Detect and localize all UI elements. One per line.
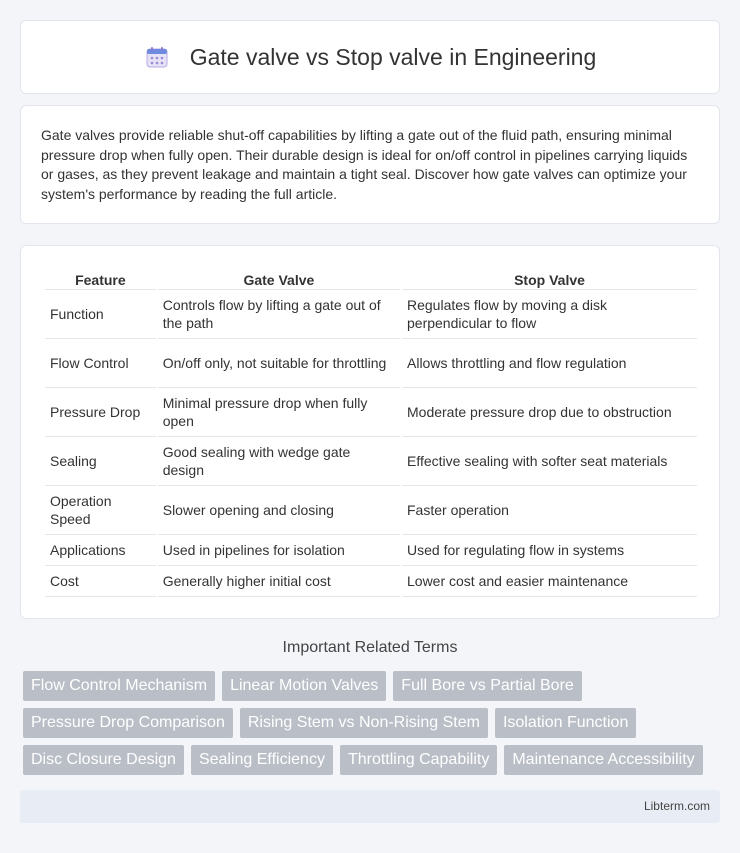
stop-valve-cell: Allows throttling and flow regulation xyxy=(402,339,697,388)
stop-valve-cell: Lower cost and easier maintenance xyxy=(402,566,697,597)
related-term-tag[interactable]: Full Bore vs Partial Bore xyxy=(393,671,582,701)
header-stop-valve: Stop Valve xyxy=(402,266,697,290)
gate-valve-cell: Generally higher initial cost xyxy=(158,566,400,597)
stop-valve-cell: Regulates flow by moving a disk perpendicular to flow xyxy=(402,290,697,339)
related-term-tag[interactable]: Flow Control Mechanism xyxy=(23,671,215,701)
table-row xyxy=(45,437,697,486)
feature-cell: Flow Control xyxy=(45,339,156,388)
tag-row xyxy=(23,671,723,701)
related-term-tag[interactable]: Sealing Efficiency xyxy=(191,745,333,775)
stop-valve-cell: Moderate pressure drop due to obstruction xyxy=(402,388,697,437)
gate-valve-cell: Slower opening and closing xyxy=(158,486,400,535)
table-row xyxy=(45,388,697,437)
page-title: Gate valve vs Stop valve in Engineering xyxy=(189,43,597,70)
stop-valve-cell: Effective sealing with softer seat materials xyxy=(402,437,697,486)
calendar-icon xyxy=(144,44,170,70)
comparison-table-card xyxy=(20,245,720,619)
related-term-tag[interactable]: Disc Closure Design xyxy=(23,745,184,775)
table-row xyxy=(45,486,697,535)
comparison-table xyxy=(43,266,699,597)
table-row xyxy=(45,339,697,388)
table-header-row xyxy=(45,266,697,290)
gate-valve-cell: Used in pipelines for isolation xyxy=(158,535,400,566)
footer xyxy=(20,790,720,823)
related-term-tag[interactable]: Maintenance Accessibility xyxy=(504,745,702,775)
gate-valve-cell: On/off only, not suitable for throttling xyxy=(158,339,400,388)
header-gate-valve: Gate Valve xyxy=(158,266,400,290)
feature-cell: Function xyxy=(45,290,156,339)
related-term-tag[interactable]: Throttling Capability xyxy=(340,745,497,775)
stop-valve-cell: Used for regulating flow in systems xyxy=(402,535,697,566)
intro-card xyxy=(20,105,720,224)
title-card xyxy=(20,20,720,94)
related-term-tag[interactable]: Pressure Drop Comparison xyxy=(23,708,233,738)
tag-row xyxy=(23,745,723,775)
related-term-tag[interactable]: Linear Motion Valves xyxy=(222,671,386,701)
tag-row xyxy=(23,708,723,738)
feature-cell: Operation Speed xyxy=(45,486,156,535)
gate-valve-cell: Good sealing with wedge gate design xyxy=(158,437,400,486)
related-term-tag[interactable]: Rising Stem vs Non-Rising Stem xyxy=(240,708,488,738)
stop-valve-cell: Faster operation xyxy=(402,486,697,535)
gate-valve-cell: Controls flow by lifting a gate out of the path xyxy=(158,290,400,339)
feature-cell: Pressure Drop xyxy=(45,388,156,437)
feature-cell: Cost xyxy=(45,566,156,597)
gate-valve-cell: Minimal pressure drop when fully open xyxy=(158,388,400,437)
related-term-tag[interactable]: Isolation Function xyxy=(495,708,636,738)
table-row xyxy=(45,290,697,339)
intro-text: Gate valves provide reliable shut-off capabilities by lifting a gate out of the fluid path, ensuring minimal pressure drop when fully open. Their durable design is ideal for on/off control in pipelines carrying liquids or gases, as they prevent leakage and maintain a tight seal. Discover how gate valves can optimize your system's performance by reading the full article. xyxy=(41,127,688,202)
related-terms-list xyxy=(23,671,723,782)
feature-cell: Applications xyxy=(45,535,156,566)
table-row xyxy=(45,566,697,597)
table-row xyxy=(45,535,697,566)
footer-site-link[interactable]: Libterm.com xyxy=(643,799,710,813)
feature-cell: Sealing xyxy=(45,437,156,486)
related-terms-title: Important Related Terms xyxy=(282,639,458,656)
header-feature: Feature xyxy=(45,266,156,290)
